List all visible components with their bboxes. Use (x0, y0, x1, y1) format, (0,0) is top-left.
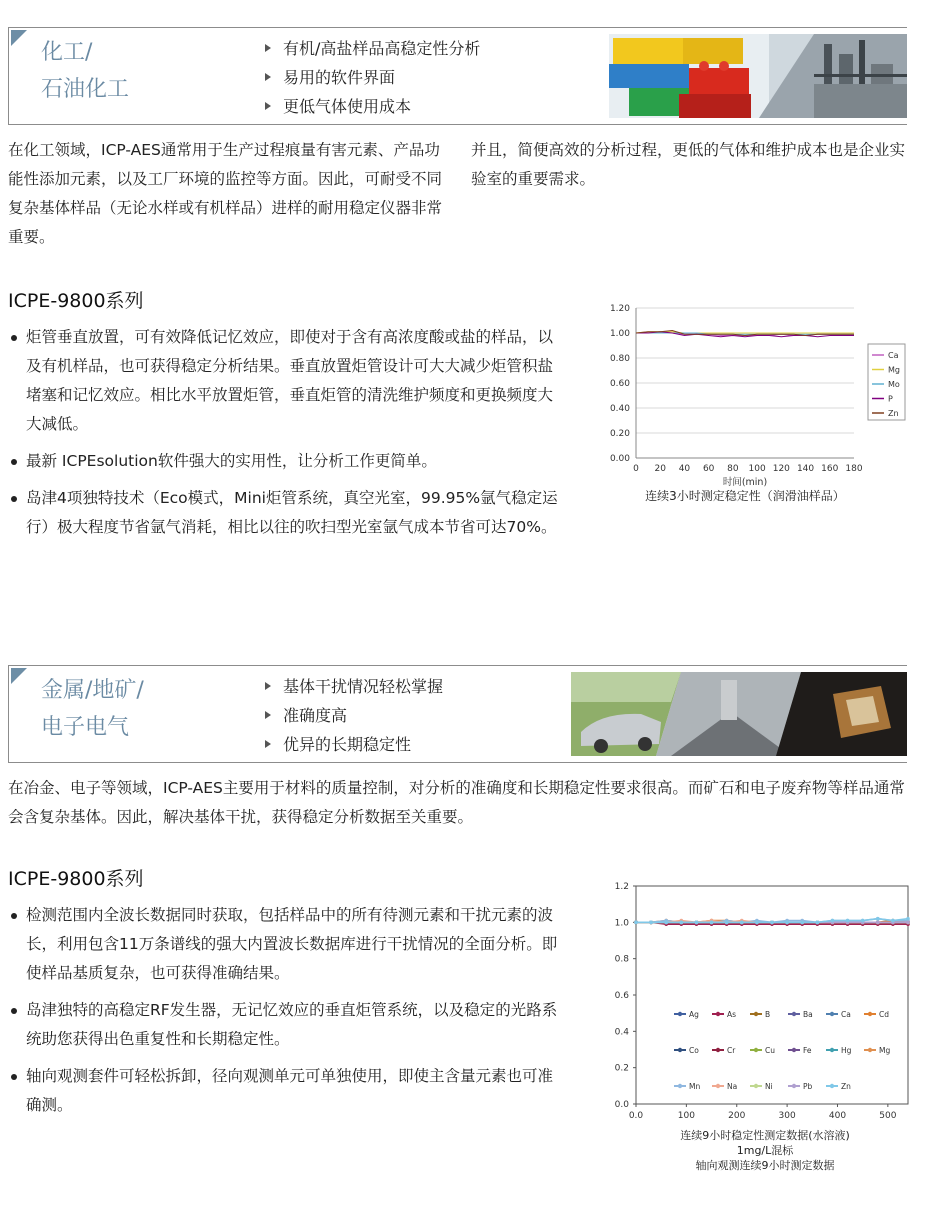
feature-item (263, 730, 443, 759)
y-tick-label: 1.0 (614, 918, 629, 929)
triangle-bullet-icon (265, 682, 271, 690)
feature-item (263, 63, 480, 92)
feature-text: 更低气体使用成本 (283, 97, 412, 116)
feature-item (263, 92, 480, 121)
series-point-zn (861, 919, 865, 923)
legend-label: Hg (841, 1046, 852, 1055)
x-tick-label: 400 (828, 1111, 847, 1121)
bullet-item (8, 996, 564, 1054)
series-point-zn (816, 921, 820, 925)
legend-label: Ca (841, 1010, 851, 1019)
y-tick-label: 0.40 (609, 404, 630, 414)
legend-label: Mg (888, 365, 900, 375)
feature-item (263, 34, 480, 63)
x-tick-label: 0 (633, 464, 639, 474)
triangle-bullet-icon (265, 73, 271, 81)
section-title-line2: 石油化工 (41, 77, 130, 102)
y-tick-label: 0.80 (609, 354, 630, 364)
chart-caption: 连续3小时测定稳定性（润滑油样品） (645, 489, 845, 503)
bullet-item (8, 901, 564, 988)
series-point-zn (710, 921, 714, 925)
legend-marker (754, 1084, 758, 1088)
x-tick-label: 160 (821, 464, 839, 474)
section-title-line2: 电子电气 (41, 715, 130, 740)
section-banner-metal (8, 665, 907, 763)
series-point-zn (695, 921, 699, 925)
legend-marker (678, 1048, 682, 1052)
triangle-bullet-icon (265, 711, 271, 719)
chart-caption-line: 轴向观测连续9小时测定数据 (695, 1159, 835, 1172)
intro-paragraph-left: 在化工领域，ICP-AES通常用于生产过程痕量有害元素、产品功能性添加元素，以及工厂环境的监控等方面。因此，可耐受不同复杂基体样品（无论水样或有机样品）进样的耐用稳定仪器非常重要。 (8, 141, 443, 246)
feature-text: 有机/高盐样品高稳定性分析 (283, 39, 481, 58)
intro-paragraph: 在冶金、电子等领域，ICP-AES主要用于材料的质量控制，对分析的准确度和长期稳定性要求很高。而矿石和电子废弃物等样品通常会含复杂基体。因此，解决基体干扰，获得稳定分析数据至关重要。 (8, 779, 905, 826)
legend-label: Zn (888, 409, 899, 418)
legend-label: B (765, 1010, 771, 1019)
section-banner-chemical (8, 27, 907, 125)
x-tick-label: 140 (796, 464, 815, 474)
bullet-item (8, 484, 564, 542)
stability-chart-3h (600, 298, 910, 490)
x-tick-label: 0.0 (628, 1111, 644, 1121)
legend-marker (868, 1012, 872, 1016)
y-tick-label: 1.2 (614, 882, 629, 892)
legend-label: Mn (689, 1082, 701, 1091)
legend-marker (792, 1084, 796, 1088)
bullet-item (8, 323, 564, 439)
bullet-dot-icon (11, 1008, 17, 1014)
series-point-zn (740, 921, 744, 925)
legend-label: Co (689, 1046, 699, 1055)
bullet-dot-icon (11, 459, 17, 465)
series-point-zn (680, 921, 684, 925)
section-title (41, 672, 144, 746)
legend-label: Cu (765, 1046, 775, 1055)
series-point-zn (891, 919, 895, 923)
chemical-plant-lego-image (609, 34, 907, 118)
triangle-bullet-icon (265, 44, 271, 52)
series-point-zn (785, 921, 789, 925)
series-heading: ICPE-9800系列 (8, 290, 144, 312)
series-point-zn (725, 921, 729, 925)
legend-label: Na (727, 1082, 738, 1091)
legend-marker (792, 1048, 796, 1052)
bullet-list (8, 323, 564, 550)
bullet-list (8, 901, 564, 1128)
bullet-text: 岛津4项独特技术（Eco模式，Mini炬管系统，真空光室，99.95%氩气稳定运行）极大程度节省氩气消耗，相比以往的吹扫型光室氩气成本节省可达70%。 (26, 489, 558, 536)
x-tick-label: 20 (654, 464, 666, 474)
corner-triangle-icon (11, 30, 27, 46)
y-tick-label: 0.2 (614, 1063, 629, 1074)
y-tick-label: 0.4 (614, 1027, 629, 1038)
series-point-zn (846, 919, 850, 923)
x-tick-label: 120 (772, 464, 790, 474)
series-point-zn (906, 917, 910, 921)
legend-marker (830, 1048, 834, 1052)
bullet-text: 轴向观测套件可轻松拆卸，径向观测单元可单独使用，即使主含量元素也可准确测。 (26, 1067, 554, 1114)
y-tick-label: 0.6 (614, 991, 629, 1001)
stability-chart-9h (604, 876, 910, 1128)
legend-label: Fe (803, 1046, 812, 1055)
section-title-line1: 化工/ (41, 40, 93, 65)
car-ore-chip-image (571, 672, 907, 756)
y-tick-label: 0.8 (614, 954, 629, 965)
chart-caption-line: 1mg/L混标 (736, 1144, 794, 1157)
intro-paragraph-right: 并且，简便高效的分析过程，更低的气体和维护成本也是企业实验室的重要需求。 (471, 141, 906, 188)
feature-item (263, 701, 443, 730)
y-tick-label: 0.60 (609, 379, 630, 389)
plot-frame (636, 886, 908, 1104)
chart-caption-line: 连续9小时稳定性测定数据(水溶液) (680, 1129, 850, 1142)
feature-text: 基体干扰情况轻松掌握 (283, 677, 444, 696)
legend-marker (716, 1048, 720, 1052)
x-tick-label: 60 (702, 464, 715, 474)
y-tick-label: 0.20 (609, 429, 630, 439)
legend-marker (678, 1084, 682, 1088)
legend-label: Zn (841, 1082, 851, 1091)
feature-item (263, 672, 443, 701)
y-tick-label: 1.20 (609, 304, 630, 314)
legend-label: Ca (888, 351, 899, 360)
bullet-dot-icon (11, 335, 17, 341)
legend-marker (868, 1048, 872, 1052)
x-tick-label: 180 (845, 464, 863, 474)
feature-list (263, 34, 480, 121)
x-tick-label: 100 (748, 464, 766, 474)
legend-label: As (727, 1010, 737, 1019)
triangle-bullet-icon (265, 740, 271, 748)
series-heading: ICPE-9800系列 (8, 868, 144, 890)
series-point-zn (664, 921, 668, 925)
legend-marker (754, 1012, 758, 1016)
section-title (41, 34, 129, 108)
bullet-item (8, 1062, 564, 1120)
legend-marker (716, 1012, 720, 1016)
x-axis-label: 时间(min) (722, 477, 768, 488)
series-point-zn (800, 921, 804, 925)
bullet-dot-icon (11, 496, 17, 502)
legend-label: Ni (765, 1082, 773, 1091)
legend-label: Mg (879, 1046, 891, 1055)
bullet-text: 炬管垂直放置，可有效降低记忆效应，即使对于含有高浓度酸或盐的样品，以及有机样品，也可获得稳定分析结果。垂直放置炬管设计可大大减少炬管积盐堵塞和记忆效应。相比水平放置炬管，垂直炬管的清洗维护频度和更换频度大大减低。 (26, 328, 554, 433)
legend-label: Cd (879, 1010, 889, 1019)
legend-marker (830, 1084, 834, 1088)
y-tick-label: 0.0 (614, 1100, 629, 1110)
legend-label: Cr (727, 1046, 736, 1055)
legend-label: Ag (689, 1010, 699, 1019)
series-point-zn (876, 917, 880, 921)
bullet-item (8, 447, 564, 476)
feature-text: 易用的软件界面 (283, 68, 396, 87)
bullet-dot-icon (11, 913, 17, 919)
series-point-zn (770, 921, 774, 925)
section-title-line1: 金属/地矿/ (41, 678, 144, 703)
feature-text: 优异的长期稳定性 (283, 735, 412, 754)
legend-label: Pb (803, 1082, 813, 1091)
series-point-zn (755, 921, 759, 925)
feature-text: 准确度高 (283, 706, 348, 725)
y-tick-label: 0.00 (609, 454, 630, 464)
legend-marker (830, 1012, 834, 1016)
x-tick-label: 40 (678, 464, 691, 474)
y-tick-label: 1.00 (609, 329, 630, 339)
bullet-text: 岛津独特的高稳定RF发生器，无记忆效应的垂直炬管系统，以及稳定的光路系统助您获得出色重复性和长期稳定性。 (26, 1001, 558, 1048)
bullet-text: 检测范围内全波长数据同时获取，包括样品中的所有待测元素和干扰元素的波长，利用包含11万条谱线的强大内置波长数据库进行干扰情况的全面分析。即使样品基质复杂，也可获得准确结果。 (26, 906, 558, 982)
legend-marker (792, 1012, 796, 1016)
legend-label: P (888, 394, 893, 404)
chart-caption (620, 1128, 910, 1173)
x-tick-label: 500 (879, 1111, 897, 1121)
x-tick-label: 300 (778, 1111, 796, 1121)
legend-marker (716, 1084, 720, 1088)
series-point-zn (634, 921, 638, 925)
legend-marker (754, 1048, 758, 1052)
x-tick-label: 100 (677, 1111, 695, 1121)
bullet-text: 最新 ICPEsolution软件强大的实用性，让分析工作更简单。 (26, 452, 437, 470)
feature-list (263, 672, 443, 759)
series-point-zn (649, 921, 653, 925)
series-point-zn (831, 919, 835, 923)
bullet-dot-icon (11, 1074, 17, 1080)
corner-triangle-icon (11, 668, 27, 684)
series-point-pb (876, 921, 880, 925)
series-point-pb (906, 921, 910, 925)
triangle-bullet-icon (265, 102, 271, 110)
legend-label: Mo (888, 380, 900, 389)
legend-marker (678, 1012, 682, 1016)
x-tick-label: 200 (728, 1111, 746, 1121)
x-tick-label: 80 (727, 464, 739, 474)
legend-label: Ba (803, 1010, 813, 1019)
